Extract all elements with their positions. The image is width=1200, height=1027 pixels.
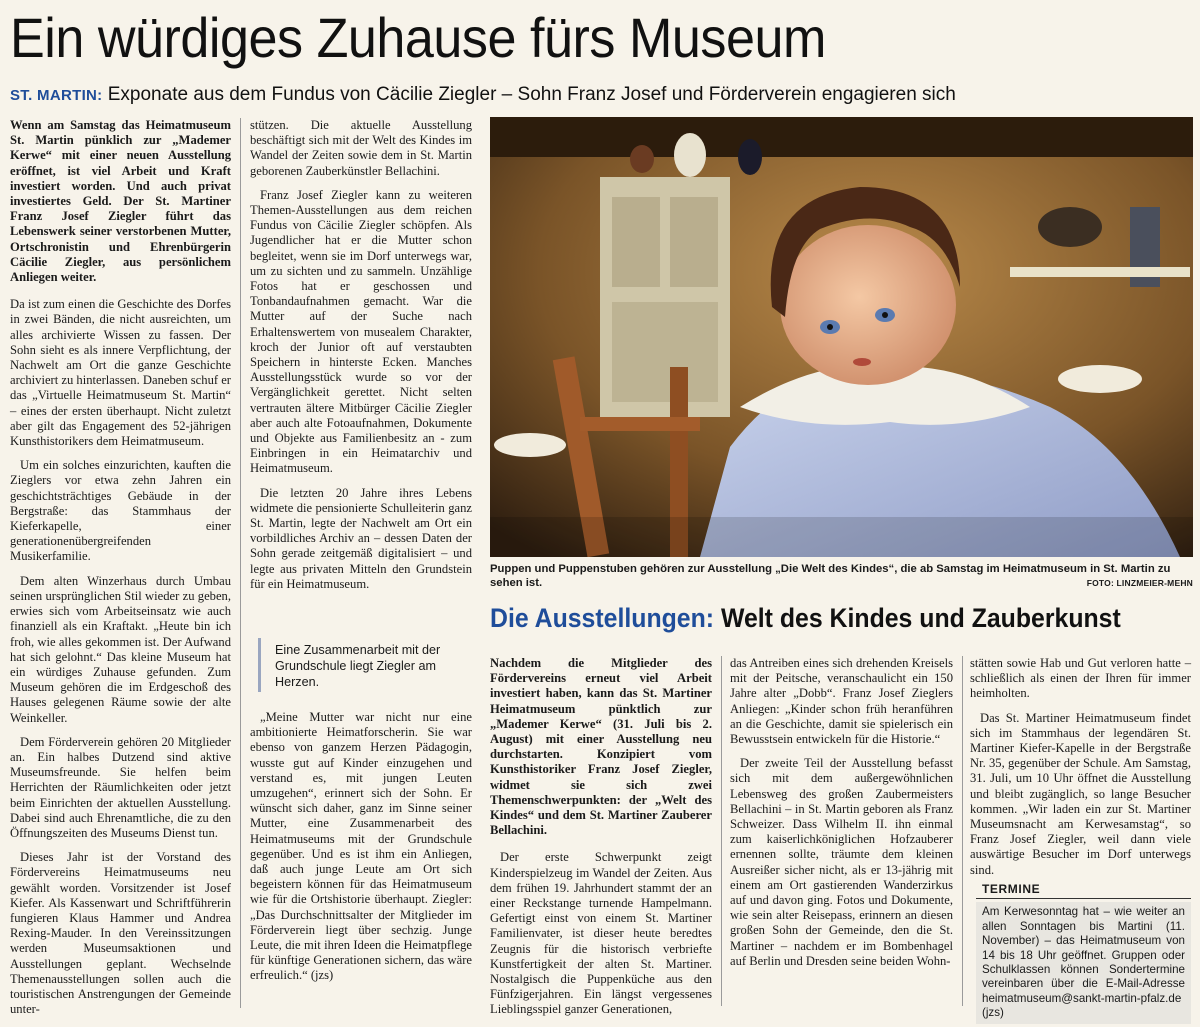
article-paragraph: Da ist zum einen die Geschichte des Dorfes in zwei Bänden, die nicht ausreichten, um alles archivierte Wissen zu fassen. Der Sohn sieht es als innere Verpflichtung, der Nachwelt am Ort die ganze Geschichte archiviert zu hinterlassen. Daneben schuf er das „Virtuelle Heimatmuseum St. Martin“ – eines der ersten überhaupt. Nicht zuletzt aber gilt das Engagement des 52-jährigen Kunsthistorikers dem Heimatmuseum.: [10, 297, 231, 449]
photo-caption: Puppen und Puppenstuben gehören zur Ausstellung „Die Welt des Kindes“, die ab Samstag im Heimatmuseum in St. Martin zu sehen ist.: [490, 563, 1171, 589]
article-paragraph: Die letzten 20 Jahre ihres Lebens widmete die pensionierte Schulleiterin ganz St. Martin, legte der Nachwelt am Ort ein vorbildliches Archiv an – dessen Daten der Sohn gerade zeitgemäß digitalisiert – und legte aus privaten Mitteln den Grundstein für ein Heimatmuseum.: [250, 485, 472, 591]
headline: Ein würdiges Zuhause fürs Museum: [10, 6, 826, 69]
termine-box: [976, 880, 1191, 1024]
article-paragraph: Nachdem die Mitglieder des Fördervereins erneut viel Arbeit investiert haben, kann das St. Martiner Heimatmuseum pünktlich zur „Mademer Kerwe“ (31. Juli bis 2. August) mit einer Ausstellung neu durchstarten. Konzipiert vom Kunsthistoriker Franz Josef Ziegler, widmet sie sich zwei Themenschwerpunkten: der „Welt des Kindes“ und dem St. Martiner Zauberer Bellachini.: [490, 656, 712, 838]
article-paragraph: Das St. Martiner Heimatmuseum findet sich im Stammhaus der legendären St. Martiner Kiefer-Kapelle in der Bergstraße Nr. 35, gegenüber der Schule. Am Samstag, 31. Juli, um 10 Uhr öffnet die Ausstellung und bleibt zugänglich, so lange Besucher kommen. „Wir laden ein zur St. Martiner Museumsnacht am Kerwesamstag“, so Franz Josef Ziegler, weil dann viele auswärtige Besucher im Dorf unterwegs sind.: [970, 710, 1191, 877]
article-paragraph: Dieses Jahr ist der Vorstand des Fördervereins Heimatmuseums neu gewählt worden. Vorsitzender ist Josef Kiefer. Als Kassenwart und Schriftführerin fungieren Klaus Hammer und Andrea Rexing-Mauder. In den Vereinssitzungen werden Museumsaktionen und Ausstellungen geplant. Wechselnde Themenausstellungen sollen auch die touristischen Anstrengungen der Gemeinde unter-: [10, 850, 231, 1017]
article-paragraph: Dem Förderverein gehören 20 Mitglieder an. Ein halbes Dutzend sind aktive Museumsfreunde. Sie helfen beim Herrichten der Räumlichkeiten oder jetzt beim Einrichten der aktuellen Ausstellung. Dabei sind auch Ehrenamtliche, die zu den Öffnungszeiten des Museums Dienst tun.: [10, 734, 231, 840]
termine-heading: TERMINE: [976, 880, 1191, 899]
column-divider: [962, 656, 963, 1006]
article-paragraph: Dem alten Winzerhaus durch Umbau seinen ursprünglichen Stil wieder zu geben, erwies sich vom Arbeitseinsatz wie auch finanziell als ein Kraftakt. „Heute bin ich froh, wie alles gekommen ist. Der Aufwand hat sich gelohnt.“ Das kleine Museum hat ein würdiges Zuhause gefunden. Zum Museum gehören die im Erdgeschoß des Hauses gelegenen Räume sowie der alte Weinkeller.: [10, 573, 231, 725]
second-article-title: Welt des Kindes und Zauberkunst: [720, 603, 1121, 633]
second-article-column-2: [730, 656, 953, 978]
subheadline: [10, 82, 1190, 109]
article-column-2b: [250, 710, 472, 993]
article-paragraph: Der zweite Teil der Ausstellung befasst sich mit dem außergewöhnlichen Lebensweg des großen Zaubermeisters Bellachini – in St. Martin geboren als Franz Schweizer. Dass Wilhelm II. ihn einmal zum kaiserlichköniglichen Hofzauberer ernennen sollte, träumte dem kleinen Ausreißer sicher nicht, als er 13-jährig mit einem am Ort gastierenden Wanderzirkus auf und davon ging. Fotos und Dokumente, wie sein alter Reisepass, erinnern an diesen großen Sohn der Gemeinde, den die St. Martiner – nachdem er im Bombenhagel auf Berlin und Dresden seine beiden Wohn-: [730, 756, 953, 968]
article-paragraph: stützen. Die aktuelle Ausstellung beschäftigt sich mit der Welt des Kindes im Wandel der Zeiten sowie dem in St. Martin geborenen Zauberkünstler Bellachini.: [250, 118, 472, 178]
article-paragraph: stätten sowie Hab und Gut verloren hatte – schließlich als einen der Ihren für immer heimholten.: [970, 656, 1191, 701]
second-article-column-3: [970, 656, 1191, 887]
second-article-column-1: [490, 656, 712, 1027]
article-column-2: [250, 118, 472, 601]
article-paragraph: Franz Josef Ziegler kann zu weiteren Themen-Ausstellungen aus dem reichen Fundus von Cäcilie Ziegler schöpfen. Als Jugendlicher hat er die Mutter schon begleitet, wenn sie im Dorf unterwegs war, um zu sichten und zu sammeln. Unzählige Fotos hat er geschossen und Tonbandaufnahmen gemacht. War die Mutter auf der Suche nach Erhaltenswertem von musealem Charakter, kroch der Junior oft auf verstaubten Speichern in hinterste Ecken. Manches Ausstellungsstück wurde so vor der Vergänglichkeit gerettet. Nicht selten vertrauten ältere Mitbürger Cäcilie Ziegler aber auch alte Fotoaufnahmen, Dokumente und Objekte aus Familienbesitz an - zum Einbringen in ein Heimatarchiv und Heimatmuseum.: [250, 187, 472, 476]
second-article-kicker: Die Ausstellungen:: [490, 603, 715, 633]
column-divider: [721, 656, 722, 1006]
column-divider: [240, 118, 241, 1008]
subheadline-kicker: ST. MARTIN:: [10, 87, 103, 104]
article-paragraph: „Meine Mutter war nicht nur eine ambitionierte Heimatforscherin. Sie war ebenso von ganzem Herzen Pädagogin, wusste gut auf Kinder einzugehen und verstand es, mit jungen Leuten umzugehen“, erinnert sich der Sohn. Er wünscht sich daher, ganz im Sinne seiner Mutter, eine Zusammenarbeit des Heimatmuseums mit der Grundschule gegenüber. Und es ist ihm ein Anliegen, daß auch junge Leute am Ort sich begeistern können für das Heimatmuseum wie für die Ortshistorie überhaupt. Ziegler: „Das Durchschnittsalter der Mitglieder im Förderverein liegt über sechzig. Junge Leute, die mit ihren Ideen die Heimatpflege für künftige Generationen sichern, das wäre erfreulich.“ (jzs): [250, 710, 472, 983]
subheadline-text: Exponate aus dem Fundus von Cäcilie Ziegler – Sohn Franz Josef und Förderverein engagieren sich: [107, 84, 956, 105]
termine-text: Am Kerwesonntag hat – wie weiter an allen Sonntagen bis Martini (11. November) – das Heimatmuseum von 14 bis 18 Uhr geöffnet. Gruppen oder Schulklassen können Sondertermine vereinbaren über die E-Mail-Adresse heimatmuseum@sankt-martin-pfalz.de (jzs): [976, 902, 1191, 1023]
article-paragraph: Um ein solches einzurichten, kauften die Zieglers vor etwa zehn Jahren ein geschichtsträchtiges Gebäude in der Bergstraße: das Stammhaus der Kieferkapelle, einer generationenübergreifenden Musikerfamilie.: [10, 458, 231, 564]
second-article-heading: [490, 600, 1137, 636]
article-lead: Wenn am Samstag das Heimatmuseum St. Martin pünklich zur „Mademer Kerwe“ mit einer neuen Ausstellung eröffnet, ist viel Arbeit und Kraft investiert worden. Und auch privat investiertes Geld. Der St. Martiner Franz Josef Ziegler führt das Lebenswerk seiner verstorbenen Mutter, Ortschronistin und Ehrenbürgerin Cäcilie Ziegler, aus persönlichem Anliegen weiter.: [10, 118, 231, 285]
article-paragraph: das Antreiben eines sich drehenden Kreisels mit der Peitsche, veranschaulicht ein 150 Jahre alter „Dobb“. Franz Josef Zieglers Anliegen: „Kinder schon früh heranführen an die Geschichte, damit sie spielerisch ein Bewusstsein entwickeln für die Historie.“: [730, 656, 953, 747]
pull-quote: Eine Zusammenarbeit mit der Grundschule liegt Ziegler am Herzen.: [258, 638, 473, 692]
photo-credit: FOTO: LINZMEIER-MEHN: [1086, 578, 1193, 588]
article-paragraph: Der erste Schwerpunkt zeigt Kinderspielzeug im Wandel der Zeiten. Aus dem frühen 19. Jahrhundert stammt der an einer Reckstange turnende Hampelmann. Gefertigt einst von einem St. Martiner Familienvater, ist dieser heute beredtes Zeugnis für die historisch verbriefte Kunstfertigkeit der alten St. Martiner. Nostalgisch die Puppenküche aus den Fünfzigerjahren. Ein längst vergessenes Lieblingsspiel ganzer Generationen,: [490, 850, 712, 1017]
article-column-1: [10, 118, 231, 1026]
doll-photo-image: [490, 117, 1193, 557]
doll-photo: [490, 117, 1193, 557]
